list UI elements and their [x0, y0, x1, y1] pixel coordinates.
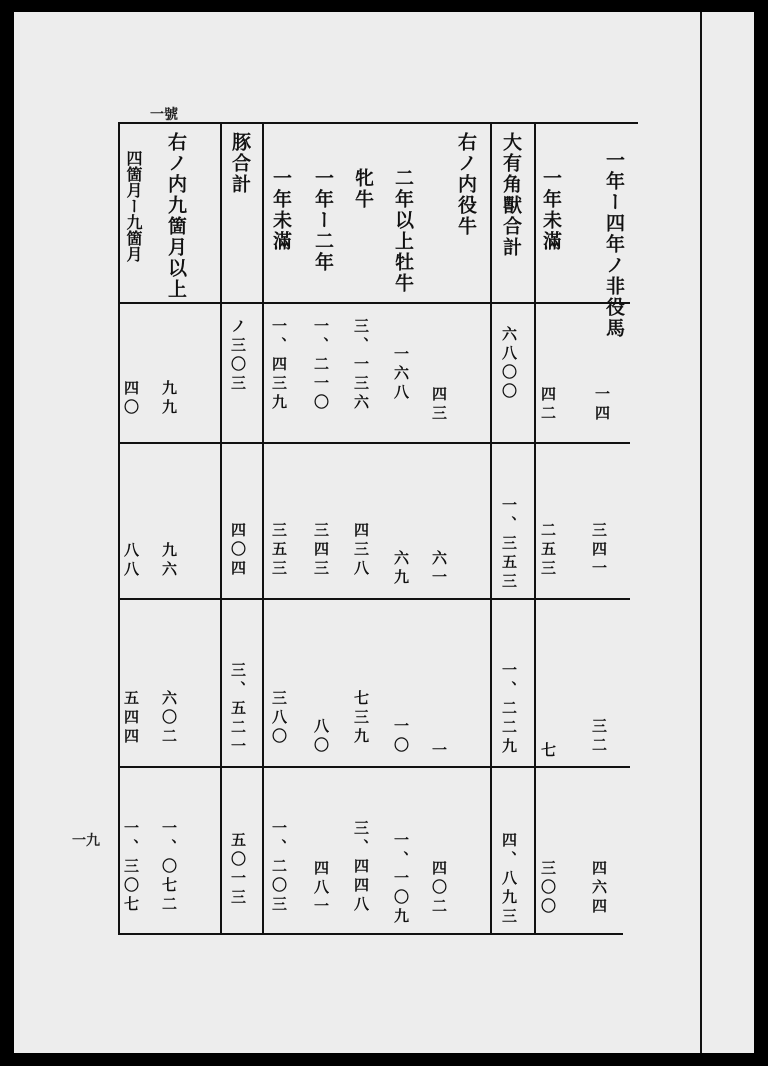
- cell-r3-c4: 一: [430, 742, 448, 761]
- cell-r1-c7: 一、二一〇: [312, 318, 330, 413]
- cell-r2-c3: 一、三五三: [500, 497, 518, 592]
- row-divider-3: [118, 766, 630, 768]
- cell-r1-c9: ノ三〇三: [229, 318, 247, 394]
- cell-r2-c9: 四〇四: [229, 522, 247, 579]
- cell-r1-c4: 四三: [430, 386, 448, 424]
- cell-r2-c1: 三四一: [590, 522, 608, 579]
- cell-r3-c2: 七: [539, 742, 557, 761]
- cell-r3-c6: 七三九: [352, 690, 370, 747]
- cell-r4-c3: 四、八九三: [500, 832, 518, 927]
- header-col-10: 右ノ内九箇月以上: [165, 132, 187, 300]
- table-bottom-rule: [118, 933, 623, 935]
- header-col-4: 右ノ内役牛: [455, 132, 477, 237]
- header-corner-mark: 一號: [150, 107, 178, 123]
- margin-note: 一九: [72, 833, 100, 849]
- cell-r2-c7: 三四三: [312, 522, 330, 579]
- page-edge-line: [700, 12, 702, 1053]
- cell-r2-c11: 八八: [122, 542, 140, 580]
- cell-r3-c1: 三二: [590, 718, 608, 756]
- cell-r3-c10: 六〇二: [160, 690, 178, 747]
- cell-r3-c3: 一、二二九: [500, 662, 518, 757]
- cell-r4-c6: 三、四四八: [352, 820, 370, 915]
- cell-r1-c3: 六八〇〇: [500, 326, 518, 402]
- cell-r1-c8: 一、四三九: [270, 318, 288, 413]
- header-bottom-rule: [118, 302, 630, 304]
- cell-r3-c11: 五四四: [122, 690, 140, 747]
- header-col-3: 大有角獸合計: [500, 132, 522, 258]
- cell-r3-c8: 三八〇: [270, 690, 288, 747]
- cell-r2-c2: 二五三: [539, 522, 557, 579]
- cell-r4-c2: 三〇〇: [539, 860, 557, 917]
- cell-r3-c9: 三、五二一: [229, 662, 247, 757]
- cell-r4-c1: 四六四: [590, 860, 608, 917]
- col-rule-4: [534, 122, 536, 934]
- cell-r4-c4: 四〇二: [430, 860, 448, 917]
- table-left-rule: [118, 122, 120, 934]
- cell-r1-c5: 一六八: [392, 346, 410, 403]
- cell-r4-c10: 一、〇七二: [160, 820, 178, 915]
- header-col-6: 牝牛: [352, 168, 374, 210]
- cell-r3-c7: 八〇: [312, 718, 330, 756]
- cell-r1-c2: 四二: [539, 386, 557, 424]
- cell-r1-c10: 九九: [160, 380, 178, 418]
- header-col-8: 一年未滿: [270, 168, 292, 252]
- header-col-11: 四箇月ー九箇月: [124, 150, 143, 262]
- cell-r4-c9: 五〇一三: [229, 832, 247, 908]
- cell-r1-c11: 四〇: [122, 380, 140, 418]
- header-col-9: 豚合計: [229, 132, 251, 195]
- cell-r4-c5: 一、一〇九: [392, 832, 410, 927]
- header-col-7: 一年ー二年: [312, 168, 334, 273]
- cell-r3-c5: 一〇: [392, 718, 410, 756]
- cell-r1-c6: 三、一三六: [352, 318, 370, 413]
- cell-r4-c8: 一、二〇三: [270, 820, 288, 915]
- cell-r1-c1: 一四: [593, 386, 611, 424]
- col-rule-1: [220, 122, 222, 934]
- row-divider-1: [118, 442, 630, 444]
- row-divider-2: [118, 598, 630, 600]
- table-top-rule: [120, 122, 638, 124]
- col-rule-3: [490, 122, 492, 934]
- cell-r2-c4: 六一: [430, 550, 448, 588]
- cell-r4-c7: 四八一: [312, 860, 330, 917]
- header-col-5: 二年以上牡牛: [392, 168, 414, 294]
- header-col-2: 一年未滿: [540, 168, 562, 252]
- cell-r2-c6: 四三八: [352, 522, 370, 579]
- cell-r2-c5: 六九: [392, 550, 410, 588]
- col-rule-2: [262, 122, 264, 934]
- cell-r4-c11: 一、三〇七: [122, 820, 140, 915]
- header-col-1: 一年ー四年ノ非役馬: [603, 150, 625, 339]
- cell-r2-c8: 三五三: [270, 522, 288, 579]
- cell-r2-c10: 九六: [160, 542, 178, 580]
